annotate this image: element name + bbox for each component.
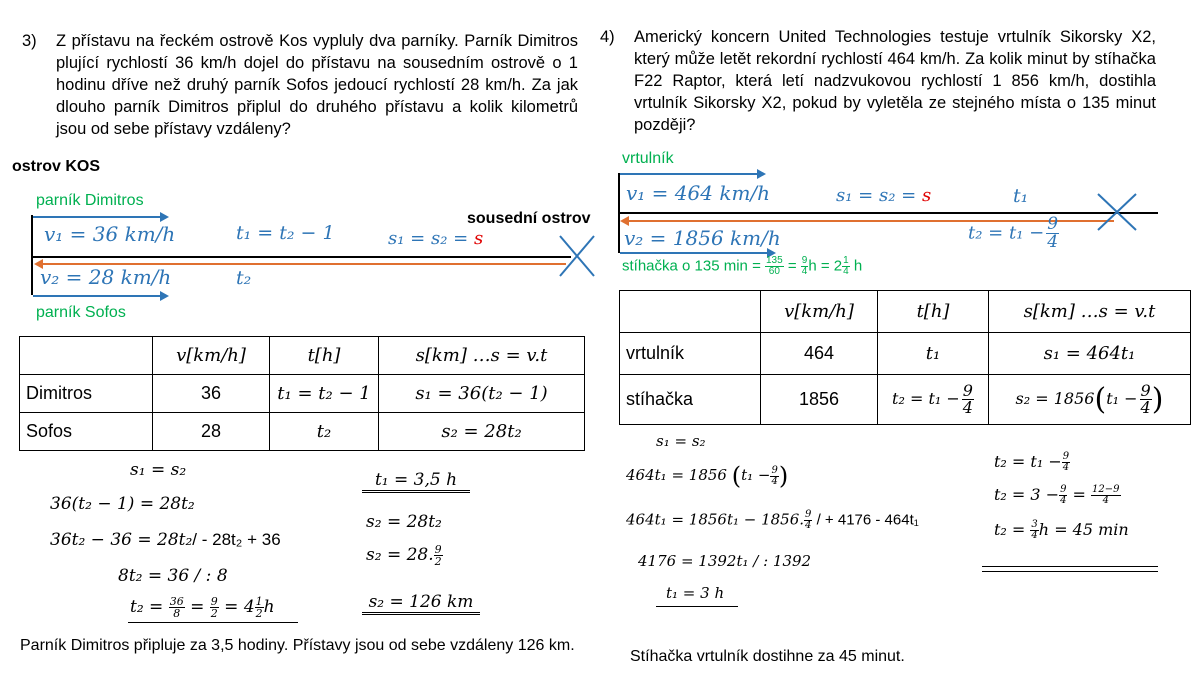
problem-3-text: Z přístavu na řeckém ostrově Kos vypluly dva parníky. Parník Dimitros plující rychlostí 36 km/h dojel do přístavu na sousedním ostrově o 1 hodinu dříve než druhý parník Sofos jedoucí rychlostí 28 km/h. Za jak dlouho parník Dimitros připlul do druhého přístavu a kolik kilometrů jsou od sebe přístavy vzdáleny?	[56, 32, 578, 138]
frac-num: 135	[766, 255, 783, 266]
frac-num: 1	[255, 595, 263, 608]
fraction	[842, 256, 850, 277]
answer-problem-3: Parník Dimitros připluje za 3,5 hodiny. Přístavy jsou od sebe vzdáleny 126 km.	[20, 637, 575, 654]
s-label-3	[388, 228, 483, 249]
table-cell: Sofos	[20, 413, 153, 451]
table-problem-3	[19, 336, 585, 451]
t1-label-3: t₁ = t₂ − 1	[236, 222, 335, 244]
cell-inner: t₁ −	[1106, 389, 1138, 408]
frac-den: 2	[434, 555, 442, 568]
table-row	[620, 375, 1191, 425]
route-line-4	[618, 212, 1158, 214]
sol4-r2-a: t₂ = 3 −	[994, 485, 1060, 504]
fraction	[765, 256, 784, 277]
table-cell: 36	[153, 375, 270, 413]
frac-num: 9	[1140, 381, 1151, 400]
problem-4-statement	[600, 26, 1156, 136]
sol4-l2-b: t₁ −	[741, 466, 771, 484]
island-neighbor-label: sousední ostrov	[467, 210, 591, 227]
table-header: s[km] …s = v.t	[989, 291, 1191, 333]
sol3-line3	[50, 530, 281, 550]
sol4-line1: s₁ = s₂	[656, 432, 706, 450]
table-cell: s₁ = 464t₁	[989, 333, 1191, 375]
underline	[656, 606, 738, 607]
table-header: v[km/h]	[761, 291, 878, 333]
velocity-arrow-heli	[620, 173, 764, 175]
velocity-arrow-jet	[620, 252, 774, 254]
problem-4-text: Americký koncern United Technologies testuje vrtulník Sikorsky X2, který může letět rekordní rychlostí 464 km/h. Za kolik minut by stíhačka F22 Raptor, která letí nadzvukovou rychlostí 1 856 km/h, dostihla vrtulník Sikorsky X2, pokud by vyletěla ze stejného místa o 135 minut později?	[634, 28, 1156, 134]
start-vertical-line	[31, 215, 33, 295]
problem-3-number: 3)	[22, 32, 37, 50]
meeting-cross-4	[1094, 190, 1140, 234]
paren: (	[1094, 382, 1107, 417]
problem-3-statement	[22, 30, 578, 140]
ship-sofos-label: parník Sofos	[36, 304, 126, 321]
jet-label: stíhačka o 135 min =	[622, 257, 765, 275]
table-row	[20, 337, 585, 375]
v2-label-4: v₂ = 1856 km/h	[624, 226, 781, 250]
table-cell: 464	[761, 333, 878, 375]
jet-delay-label	[622, 256, 862, 277]
table-row	[620, 333, 1191, 375]
frac-den: 4	[1140, 398, 1151, 417]
v2-label-3: v₂ = 28 km/h	[40, 265, 172, 289]
fraction	[770, 466, 778, 487]
v1-label-3: v₁ = 36 km/h	[44, 222, 176, 246]
table-cell: stíhačka	[620, 375, 761, 425]
sol4-l3-b: / + 4176 - 464t₁	[812, 511, 919, 529]
table-cell: s₂ = 28t₂	[379, 413, 585, 451]
frac-den: 4	[1102, 495, 1109, 506]
v1-label-4: v₁ = 464 km/h	[626, 181, 771, 205]
frac-den: 4	[801, 266, 808, 277]
jet-h: h = 2	[808, 257, 843, 275]
s-eq-4: s₁ = s₂ =	[836, 185, 922, 206]
fraction	[1030, 520, 1038, 541]
sol4-right2	[994, 485, 1121, 506]
table-header: s[km] …s = v.t	[379, 337, 585, 375]
table-row	[20, 413, 585, 451]
sol3-r3-a: s₂ = 28.	[366, 545, 434, 565]
sol4-line2	[626, 462, 788, 490]
frac-num: 9	[1062, 451, 1070, 462]
heli-label: vrtulník	[622, 150, 674, 167]
sol3-result-s2: s₂ = 126 km	[362, 592, 480, 615]
frac-num: 9	[1047, 214, 1059, 234]
frac-den: 4	[805, 520, 812, 531]
fraction	[1140, 383, 1152, 416]
table-cell: 28	[153, 413, 270, 451]
frac-den: 4	[771, 475, 778, 487]
table-cell: t₁ = t₂ − 1	[270, 375, 379, 413]
table-row	[620, 291, 1191, 333]
frac-num: 9	[771, 464, 778, 476]
table-header: t[h]	[270, 337, 379, 375]
sol4-right3	[994, 520, 1129, 541]
velocity-arrow-dimitros	[33, 216, 167, 218]
sol3-line4: 8t₂ = 36 / : 8	[118, 566, 228, 586]
table-cell	[620, 291, 761, 333]
frac-num: 9	[434, 543, 442, 556]
double-underline-top	[982, 566, 1158, 567]
table-cell: Dimitros	[20, 375, 153, 413]
sol4-r3-b: h = 45 min	[1038, 520, 1129, 539]
route-line-3	[31, 256, 571, 258]
paren: )	[778, 462, 789, 490]
table-header: v[km/h]	[153, 337, 270, 375]
table-cell: t₁	[878, 333, 989, 375]
fraction	[962, 383, 974, 416]
frac-den: 4	[843, 266, 849, 277]
frac-den: 4	[962, 398, 973, 417]
cell-text: t₂ = t₁ −	[892, 389, 960, 408]
sol3-line3-op: / - 28t₂ + 36	[192, 530, 281, 549]
table-cell: s₁ = 36(t₂ − 1)	[379, 375, 585, 413]
table-cell	[878, 375, 989, 425]
frac-num: 9	[962, 381, 973, 400]
frac-num: 36	[169, 595, 184, 608]
sol3-right3	[366, 544, 443, 567]
fraction	[210, 596, 219, 619]
sol4-r2-eq: =	[1067, 485, 1092, 504]
velocity-arrow-sofos	[33, 295, 167, 297]
underline	[128, 622, 298, 623]
fraction	[1091, 485, 1120, 506]
s-var-4: s	[921, 185, 932, 206]
destination-cross-3	[556, 232, 598, 280]
table-cell: t₂	[270, 413, 379, 451]
frac-den: 4	[1031, 530, 1038, 541]
table-cell	[20, 337, 153, 375]
t2-label-4-a: t₂ = t₁ −	[968, 222, 1045, 244]
frac-num: 9	[210, 595, 218, 608]
fraction	[1046, 216, 1059, 251]
sol3-l5-mix: = 4	[218, 597, 255, 617]
double-underline-bottom	[982, 571, 1158, 572]
frac-num: 9	[805, 509, 812, 520]
sol3-right2: s₂ = 28t₂	[366, 512, 442, 532]
sol3-line2: 36(t₂ − 1) = 28t₂	[50, 494, 195, 514]
fraction	[434, 544, 443, 567]
table-row	[20, 375, 585, 413]
t2-label-4	[968, 216, 1059, 251]
s-eq-3: s₁ = s₂ =	[388, 228, 474, 249]
sol3-line5	[130, 596, 275, 619]
t1-label-4: t₁	[1013, 185, 1029, 207]
sol3-line3-eq: 36t₂ − 36 = 28t₂	[50, 530, 193, 550]
sol4-line5: t₁ = 3 h	[666, 584, 725, 602]
frac-den: 4	[1062, 462, 1070, 473]
sol3-result-t1: t₁ = 3,5 h	[362, 470, 470, 493]
island-kos-label: ostrov KOS	[12, 158, 101, 175]
sol4-r3-a: t₂ =	[994, 520, 1031, 539]
frac-den: 4	[1060, 495, 1067, 506]
sol3-l5-unit: h	[263, 597, 275, 617]
frac-num: 3	[1031, 519, 1038, 530]
sol4-l3-a: 464t₁ = 1856t₁ − 1856.	[626, 510, 805, 529]
jet-eq: =	[783, 257, 801, 275]
ship-dimitros-label: parník Dimitros	[36, 192, 144, 209]
frac-num: 9	[1060, 484, 1067, 495]
sol4-line3	[626, 510, 919, 531]
sol3-l5-eq: =	[184, 597, 210, 617]
sol4-l2-a: 464t₁ = 1856	[626, 466, 732, 484]
s-label-4	[836, 185, 931, 206]
frac-den: 8	[173, 607, 181, 620]
fraction	[169, 596, 185, 619]
frac-num: 12−9	[1092, 484, 1120, 495]
sol3-line1: s₁ = s₂	[130, 460, 187, 480]
t2-label-3: t₂	[236, 267, 252, 289]
fraction	[255, 596, 264, 619]
answer-problem-4: Stíhačka vrtulník dostihne za 45 minut.	[630, 648, 905, 665]
table-cell	[989, 375, 1191, 425]
jet-unit: h	[849, 257, 863, 275]
frac-den: 2	[255, 607, 263, 620]
problem-4-number: 4)	[600, 28, 615, 46]
table-cell: vrtulník	[620, 333, 761, 375]
frac-den: 2	[210, 607, 218, 620]
fraction	[1062, 452, 1070, 473]
paren: (	[731, 462, 742, 490]
cell-text: s₂ = 1856	[1015, 389, 1095, 408]
frac-den: 4	[1047, 232, 1059, 252]
table-cell: 1856	[761, 375, 878, 425]
paren: )	[1151, 382, 1164, 417]
table-header: t[h]	[878, 291, 989, 333]
sol4-line4: 4176 = 1392t₁ / : 1392	[638, 552, 812, 570]
sol4-r1-a: t₂ = t₁ −	[994, 452, 1062, 471]
s-var-3: s	[473, 228, 484, 249]
table-problem-4	[619, 290, 1191, 425]
frac-num: 1	[843, 255, 849, 266]
sol4-right1	[994, 452, 1070, 473]
frac-num: 9	[801, 255, 808, 266]
frac-den: 60	[768, 266, 780, 277]
sol3-l5-a: t₂ =	[130, 597, 169, 617]
